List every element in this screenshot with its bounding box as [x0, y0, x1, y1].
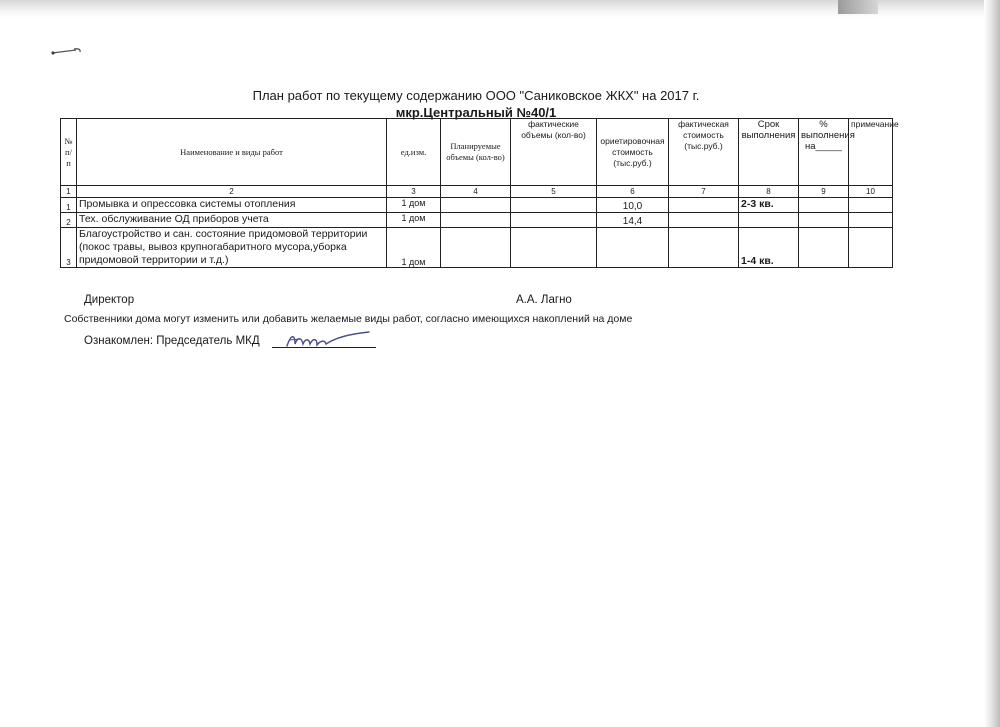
scan-mark — [838, 0, 878, 14]
table-row — [61, 198, 893, 213]
header-actual-volume: фактические объемы (кол-во) — [511, 119, 597, 186]
work-name: Промывка и опрессовка системы отопления — [77, 198, 387, 213]
column-number: 5 — [511, 186, 597, 198]
estimated-cost-cell: 14,4 — [597, 213, 669, 228]
work-name: Тех. обслуживание ОД приборов учета — [77, 213, 387, 228]
table-row — [61, 228, 893, 268]
work-name: Благоустройство и сан. состояние придомовой территории (покос травы, вывоз крупногабаритного мусора,уборка придомовой территории и т.д.) — [77, 228, 387, 268]
header-percent: % выполнения на_____ — [799, 119, 849, 186]
term-cell — [739, 213, 799, 228]
planned-cell — [441, 213, 511, 228]
planned-cell — [441, 228, 511, 268]
row-number: 3 — [61, 228, 77, 268]
unit-cell: 1 дом — [387, 198, 441, 213]
header-term: Срок выполнения — [739, 119, 799, 186]
unit-cell: 1 дом — [387, 228, 441, 268]
acknowledgement-line: Ознакомлен: Председатель МКД — [84, 335, 260, 347]
column-number: 8 — [739, 186, 799, 198]
note-cell — [849, 213, 893, 228]
table-header-row — [61, 119, 893, 186]
term-cell: 2-3 кв. — [739, 198, 799, 213]
row-number: 2 — [61, 213, 77, 228]
table-row — [61, 213, 893, 228]
planned-cell — [441, 198, 511, 213]
header-note: примечание — [849, 119, 893, 186]
header-unit: ед.изм. — [387, 119, 441, 186]
actual-volume-cell — [511, 213, 597, 228]
actual-cost-cell — [669, 213, 739, 228]
document-title: План работ по текущему содержанию ООО "Саниковское ЖКХ" на 2017 г. — [252, 88, 700, 103]
column-number: 10 — [849, 186, 893, 198]
column-number: 1 — [61, 186, 77, 198]
header-no: № п/п — [61, 119, 77, 186]
term-cell: 1-4 кв. — [739, 228, 799, 268]
percent-cell — [799, 198, 849, 213]
actual-volume-cell — [511, 198, 597, 213]
column-number: 2 — [77, 186, 387, 198]
estimated-cost-cell — [597, 228, 669, 268]
column-number: 3 — [387, 186, 441, 198]
staple-mark-icon — [50, 44, 84, 58]
header-estimated-cost: ориетировочная стоимость (тыс.руб.) — [597, 119, 669, 186]
actual-cost-cell — [669, 198, 739, 213]
note-cell — [849, 198, 893, 213]
director-label: Директор — [84, 294, 135, 306]
actual-cost-cell — [669, 228, 739, 268]
scan-edge-right — [984, 0, 1000, 727]
percent-cell — [799, 228, 849, 268]
unit-cell: 1 дом — [387, 213, 441, 228]
column-number-row — [61, 186, 893, 198]
column-number: 6 — [597, 186, 669, 198]
actual-volume-cell — [511, 228, 597, 268]
owners-note: Собственники дома могут изменить или добавить желаемые виды работ, согласно имеющихся накоплений на доме — [64, 313, 633, 325]
header-planned: Планируемые объемы (кол-во) — [441, 119, 511, 186]
handwritten-signature-icon — [283, 330, 373, 352]
column-number: 4 — [441, 186, 511, 198]
percent-cell — [799, 213, 849, 228]
row-number: 1 — [61, 198, 77, 213]
header-name: Наименование и виды работ — [77, 119, 387, 186]
header-actual-cost: фактическая стоимость (тыс.руб.) — [669, 119, 739, 186]
column-number: 7 — [669, 186, 739, 198]
work-plan-table — [60, 118, 899, 268]
note-cell — [849, 228, 893, 268]
estimated-cost-cell: 10,0 — [597, 198, 669, 213]
document-subtitle: мкр.Центральный №40/1 — [395, 105, 557, 120]
director-name: А.А. Лагно — [516, 294, 572, 306]
column-number: 9 — [799, 186, 849, 198]
